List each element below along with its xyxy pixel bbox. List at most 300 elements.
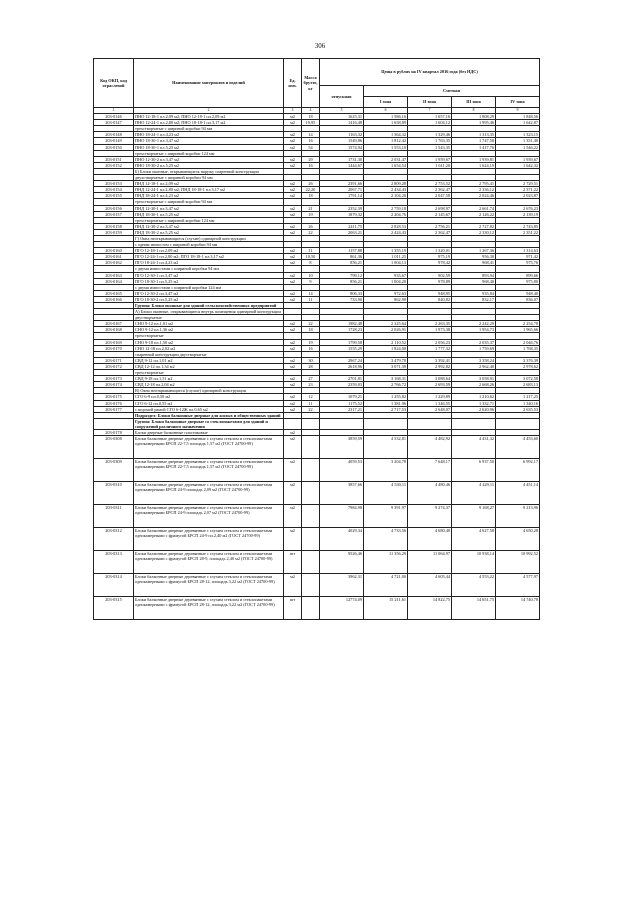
row-price: 2359,03 <box>320 382 364 388</box>
row-price: 1 939,67 <box>496 156 540 162</box>
row-price: 9 213,96 <box>496 505 540 528</box>
col-num: 2 <box>134 108 284 114</box>
row-name: ПГО 12-18-1 пл.2,09 м2 <box>134 248 284 254</box>
row-code: 203-0157 <box>94 211 134 217</box>
row-price: 4 627,58 <box>452 528 496 551</box>
row-price: 2618,96 <box>320 363 364 369</box>
row-price: 1799,58 <box>320 339 364 345</box>
row-name: СНО 9-12 пл.1,01 м2 <box>134 321 284 327</box>
row-mass <box>302 436 320 459</box>
row-code: 203-0169 <box>94 339 134 345</box>
row-price: 14 651,75 <box>452 597 496 620</box>
row-price: 975,76 <box>496 260 540 266</box>
row-price: 1 340,16 <box>496 400 540 406</box>
row-mass: 26 <box>302 223 320 229</box>
row-price: 1079,21 <box>320 394 364 400</box>
row-price: 3857,66 <box>320 482 364 505</box>
row-name: ПГО 18-24-1 пл.4,23 м2 <box>134 260 284 266</box>
col-num: 3 <box>284 108 302 114</box>
row-price: 1731,30 <box>320 156 364 162</box>
row-code: 203-0164 <box>94 278 134 284</box>
table-row <box>94 574 540 597</box>
row-code: 203-0154 <box>94 187 134 193</box>
row-price: 1 011,25 <box>364 254 408 260</box>
row-price: 1157,88 <box>320 248 364 254</box>
page-number: 306 <box>314 42 326 50</box>
row-name: Блоки балконные дверные деревянные с глухим стеклом и стеклопакетами однокамерными БРСП 24-9 площадь 2,07 м2 (ГОСТ 24700-99) <box>134 505 284 528</box>
col-num: 7 <box>408 108 452 114</box>
row-unit: м2 <box>284 272 302 278</box>
subsection-label: двустворчатые <box>134 315 284 321</box>
row-price: 971,42 <box>496 254 540 260</box>
row-price: 2352,39 <box>320 205 364 211</box>
row-name: ПНО 18-30-1 пл.5,25 м2 <box>134 144 284 150</box>
header-prev: отпускная <box>320 86 364 108</box>
section-heading: Группа: Блоки балконные дверные со стеклопакетами для зданий и сооружений различного назначения <box>134 418 284 429</box>
row-price: 2 242,29 <box>452 321 496 327</box>
row-price: 2 756,21 <box>408 223 452 229</box>
row-price: 2 126,22 <box>452 211 496 217</box>
row-price: 2 371,22 <box>496 187 540 193</box>
row-name: ПГО 18-30-2 пл.5,25 м2 <box>134 296 284 302</box>
row-name: ПНД 12-18-1 пл.2,09 м2 <box>134 181 284 187</box>
table-row <box>94 436 540 459</box>
row-price: 935,84 <box>452 290 496 296</box>
row-price: 1175,52 <box>320 400 364 406</box>
row-price: 4 530,11 <box>364 482 408 505</box>
row-unit: м2 <box>284 114 302 120</box>
row-price: 1 657,16 <box>408 114 452 120</box>
row-unit: м2 <box>284 254 302 260</box>
row-unit: м2 <box>284 327 302 333</box>
row-unit: м2 <box>284 290 302 296</box>
row-mass: 26 <box>302 181 320 187</box>
row-mass: 22 <box>302 321 320 327</box>
row-name: ПНО 18-30-1 пл.3,47 м2 <box>134 138 284 144</box>
table-row <box>94 528 540 551</box>
row-price: 832,17 <box>452 296 496 302</box>
row-price: 2 795,41 <box>452 181 496 187</box>
row-price: 1 323,15 <box>496 132 540 138</box>
row-code: 203-0313 <box>94 551 134 574</box>
row-price: 1 217,25 <box>496 394 540 400</box>
row-unit: м2 <box>284 482 302 505</box>
header-zone-3: III зона <box>452 97 496 108</box>
subsection-label: с двумя импостами с шириной коробки 124 мм <box>134 284 284 290</box>
row-name: Блоки дверные балконные пластиковые <box>134 429 284 435</box>
empty-cell <box>94 418 134 429</box>
row-code: 203-0148 <box>94 132 134 138</box>
row-unit: м2 <box>284 429 302 435</box>
row-price: 1555,29 <box>320 345 364 351</box>
row-name: Блоки балконные дверные деревянные с глухим стеклом и стеклопакетами однокамерными с фрамугой БРСП 28-9, площадь 2,40 м2 (ГОСТ 24700-99) <box>134 551 284 574</box>
subsection-label: трехстворчатые с шириной коробки 94 мм <box>134 199 284 205</box>
row-unit: м2 <box>284 505 302 528</box>
row-price: 4059,53 <box>320 459 364 482</box>
row-name: СГО 6-12 пл.0,55 м2 <box>134 400 284 406</box>
row-price: 7 648,17 <box>408 459 452 482</box>
row-price: 1 768,35 <box>496 345 540 351</box>
row-code: 203-0178 <box>94 429 134 435</box>
row-mass: 9 <box>302 278 320 284</box>
row-price: 1 355,19 <box>364 248 408 254</box>
row-unit: м2 <box>284 321 302 327</box>
row-price: 799,12 <box>320 272 364 278</box>
row-price: 1 255,82 <box>364 394 408 400</box>
section-heading: Подраздел: Блоки балконные дверные для жилых и общественных зданий <box>134 412 284 418</box>
header-prices: Цены в рублях на IV квартал 2016 года (без НДС) <box>320 59 540 86</box>
row-price: 9526,46 <box>320 551 364 574</box>
row-name: СВД 9-12 пл.1,01 м2 <box>134 357 284 363</box>
row-mass <box>302 597 320 620</box>
row-price: 1 965,66 <box>496 327 540 333</box>
row-price: 2 434,43 <box>364 187 408 193</box>
row-unit: м2 <box>284 459 302 482</box>
row-code: 203-0177 <box>94 406 134 412</box>
row-unit: м2 <box>284 156 302 162</box>
row-price: 1 995,46 <box>452 120 496 126</box>
row-name: СНО 12-18 пл.2,02 м2 <box>134 345 284 351</box>
row-price: 1 658,89 <box>364 120 408 126</box>
row-price: 2 139,19 <box>496 211 540 217</box>
row-mass: 54 <box>302 144 320 150</box>
row-unit: м2 <box>284 120 302 126</box>
row-unit: м2 <box>284 248 302 254</box>
row-price: 1 314,63 <box>496 248 540 254</box>
row-code: 203-0163 <box>94 272 134 278</box>
row-price: 9 391,97 <box>364 505 408 528</box>
row-price: 3859,59 <box>320 436 364 459</box>
row-code: 203-0311 <box>94 505 134 528</box>
row-name: СНО 9-12 пл.1,36 м2 <box>134 327 284 333</box>
row-name: ПНД 18-30-1 пл.5,25 м2 <box>134 211 284 217</box>
row-price: 2 753,52 <box>408 181 452 187</box>
col-num: 9 <box>496 108 540 114</box>
row-unit: м2 <box>284 162 302 168</box>
table-header <box>94 59 540 114</box>
row-price: 2 743,85 <box>496 223 540 229</box>
row-price: 2 978,62 <box>496 363 540 369</box>
row-unit: м2 <box>284 436 302 459</box>
row-unit: м2 <box>284 229 302 235</box>
row-price: 2 046,76 <box>496 339 540 345</box>
row-price: 2 204,76 <box>364 211 408 217</box>
row-price: 12774,09 <box>320 597 364 620</box>
row-unit: шт <box>284 597 302 620</box>
row-price: 2 263,35 <box>408 321 452 327</box>
row-mass: 19 <box>302 211 320 217</box>
row-price: 2 698,97 <box>408 205 452 211</box>
row-price: 1 546,22 <box>496 144 540 150</box>
row-price: 4 453,60 <box>496 436 540 459</box>
row-code: 203-0149 <box>94 138 134 144</box>
row-code: 203-0156 <box>94 205 134 211</box>
row-price: 10 992,52 <box>496 551 540 574</box>
row-price: 3 358,24 <box>452 357 496 363</box>
header-unit: Ед. изм. <box>284 59 302 108</box>
row-price: 1 004,13 <box>364 260 408 266</box>
row-price: 2 104,20 <box>364 193 408 199</box>
row-price: 978,89 <box>408 278 452 284</box>
subsection-label: трехстворчатые <box>134 333 284 339</box>
row-price: 3 392,41 <box>408 357 452 363</box>
row-price: 3 071,39 <box>364 363 408 369</box>
row-price: 902,59 <box>408 272 452 278</box>
row-price: 3 204,78 <box>364 459 408 482</box>
row-price: 968,40 <box>452 278 496 284</box>
row-code: 203-0150 <box>94 144 134 150</box>
row-mass: 22 <box>302 406 320 412</box>
row-price: 2 727,82 <box>452 223 496 229</box>
row-price: 2 729,51 <box>496 181 540 187</box>
row-mass: 22 <box>302 229 320 235</box>
empty-cell <box>496 418 540 429</box>
row-price: 1 973,38 <box>408 327 452 333</box>
row-price: 1 759,69 <box>452 345 496 351</box>
row-price: 1 604,12 <box>408 120 452 126</box>
row-name: ПНО 18-24-1 пл.4,23 м2 <box>134 132 284 138</box>
row-price: 2 962,40 <box>452 363 496 369</box>
row-name: Блоки балконные дверные деревянные с глухим стеклом и стеклопакетами однокамерными с фрамугой БРСП 24-9 пл.2,40 м2 (ГОСТ 24700-99) <box>134 528 284 551</box>
col-num: 4 <box>302 108 320 114</box>
row-mass: 18 <box>302 114 320 120</box>
table-row <box>94 597 540 620</box>
row-name: ПНД 12-24-1 пл.2,80 м2; ПНД 18-18-1 пл.3,17 м2 <box>134 187 284 193</box>
row-price: 4 429,11 <box>452 482 496 505</box>
header-zone-1: I зона <box>364 97 408 108</box>
row-code: 203-0162 <box>94 260 134 266</box>
row-price: 3 058,91 <box>452 376 496 382</box>
row-code: 203-0312 <box>94 528 134 551</box>
subsection-label: двухстворчатые с шириной коробки 94 мм <box>134 175 284 181</box>
row-code: 203-0315 <box>94 597 134 620</box>
row-price: 899,66 <box>496 272 540 278</box>
row-price: 4 482,92 <box>408 436 452 459</box>
row-price: 1 747,58 <box>452 138 496 144</box>
row-name: ПНД 12-30-1 пл.3,47 м2 <box>134 205 284 211</box>
row-price: 1 611,20 <box>408 162 452 168</box>
row-price: 861,36 <box>320 254 364 260</box>
subsection-label: А) Блоки оконные, открывающиеся внутрь помещения одинарной конструкции <box>134 309 284 315</box>
header-name: Наименование материалов и изделий <box>134 59 284 108</box>
row-price: 10 938,14 <box>452 551 496 574</box>
row-price: 2 828,53 <box>364 223 408 229</box>
row-code: 203-0175 <box>94 394 134 400</box>
row-price: 893,94 <box>452 272 496 278</box>
subsection-label: Б) Блоки оконные, открывающиеся наружу спаренной конструкции <box>134 168 284 174</box>
row-price: 978,42 <box>408 260 452 266</box>
row-price: 1 320,01 <box>408 248 452 254</box>
row-price: 1 586,16 <box>364 114 408 120</box>
row-price: 935,67 <box>364 272 408 278</box>
row-price: 1 004,20 <box>364 278 408 284</box>
empty-cell <box>408 418 452 429</box>
row-code: 203-0176 <box>94 400 134 406</box>
row-code: 203-0168 <box>94 327 134 333</box>
row-price: 2 026,91 <box>364 327 408 333</box>
row-price: 1 624,19 <box>452 162 496 168</box>
header-code: Код ОКП, код отраслевой <box>94 59 134 108</box>
row-code: 203-0147 <box>94 120 134 126</box>
row-price: 2 023,87 <box>496 193 540 199</box>
row-price: 2391,66 <box>320 181 364 187</box>
row-unit: шт <box>284 551 302 574</box>
row-price: 1 332,71 <box>452 400 496 406</box>
header-zone-2: II зона <box>408 97 452 108</box>
row-mass: 11 <box>302 296 320 302</box>
header-zone-4: IV зона <box>496 97 540 108</box>
row-price: 2 351,22 <box>496 229 540 235</box>
row-mass: 19,95 <box>302 120 320 126</box>
row-price: 2 336,12 <box>452 187 496 193</box>
row-unit: м2 <box>284 193 302 199</box>
header-mass: Масса брутто, кг <box>302 59 320 108</box>
row-price: 1 642,87 <box>496 120 540 126</box>
row-unit: м2 <box>284 394 302 400</box>
row-unit: м2 <box>284 345 302 351</box>
row-code: 203-0310 <box>94 482 134 505</box>
row-price: 9 168,27 <box>452 505 496 528</box>
header-estimate: Сметная <box>364 86 540 97</box>
row-price: 862,90 <box>364 296 408 302</box>
subsection-label: с двумя импостами с шириной коробки 94 мм <box>134 266 284 272</box>
row-unit: м2 <box>284 138 302 144</box>
row-price: 4 721,00 <box>364 574 408 597</box>
row-price: 1 364,32 <box>364 132 408 138</box>
empty-cell <box>320 418 364 429</box>
row-price: 1625,31 <box>320 114 364 120</box>
row-unit: м2 <box>284 400 302 406</box>
row-price: 1 346,55 <box>408 400 452 406</box>
row-mass: 28 <box>302 363 320 369</box>
row-price: 1 351,40 <box>496 138 540 144</box>
row-mass: 11 <box>302 248 320 254</box>
row-price: 4 451,14 <box>496 482 540 505</box>
row-name: с ведомой рамой СГО 6-12Ж пл.0,65 м2 <box>134 406 284 412</box>
row-price: 2063,21 <box>320 229 364 235</box>
row-price: 2701,81 <box>320 376 364 382</box>
row-price: 2 056,23 <box>408 339 452 345</box>
row-unit: м2 <box>284 406 302 412</box>
row-name: ПНО 18-30-2 пл.5,25 м2 <box>134 162 284 168</box>
row-mass <box>302 574 320 597</box>
row-price: 2 676,23 <box>496 205 540 211</box>
row-price: 1 959,67 <box>408 156 452 162</box>
col-num: 5 <box>320 108 364 114</box>
row-unit: м2 <box>284 187 302 193</box>
row-price: 856,21 <box>320 278 364 284</box>
row-price: 2 635,53 <box>496 406 540 412</box>
row-price: 1 229,89 <box>408 394 452 400</box>
table-body <box>94 114 540 620</box>
row-price: 2 330,12 <box>452 229 496 235</box>
row-price: 1 543,35 <box>408 144 452 150</box>
row-price: 836,07 <box>496 296 540 302</box>
row-price: 2 661,74 <box>452 205 496 211</box>
subsection-label: В) Окна неоткрывающиеся (глухие) одинарной конструкции <box>134 388 284 394</box>
row-price: 1 642,32 <box>496 162 540 168</box>
row-price: 3 376,39 <box>496 357 540 363</box>
row-price: 2 424,43 <box>364 229 408 235</box>
row-price: 948,40 <box>496 290 540 296</box>
row-price: 2411,75 <box>320 223 364 229</box>
row-mass: 14 <box>302 290 320 296</box>
row-name: ПНД 18-30-2 пл.5,25 м2 <box>134 229 284 235</box>
row-price: 2 683,13 <box>496 382 540 388</box>
row-mass: 10,50 <box>302 254 320 260</box>
row-price: 1549,86 <box>320 138 364 144</box>
row-unit: м2 <box>284 278 302 284</box>
row-price: 4 680,40 <box>408 528 452 551</box>
row-price: 1444,67 <box>320 162 364 168</box>
row-price: 1879,32 <box>320 211 364 217</box>
row-price: 1 329,46 <box>408 132 452 138</box>
row-name: ПНО 12-24-1 пл.2,80 м2; ПНО 18-18-1 пл.3,17 м2 <box>134 120 284 126</box>
row-price: 2 620,96 <box>452 406 496 412</box>
row-name: Блоки балконные дверные деревянные с глухим стеклом и стеклопакетами однокамерными БРСП 22-7,5 площадь 1,57 м2 (ГОСТ 24700-99) <box>134 436 284 459</box>
row-mass: 11 <box>302 400 320 406</box>
row-mass: 18 <box>302 193 320 199</box>
row-mass: 23 <box>302 382 320 388</box>
row-mass: 30 <box>302 357 320 363</box>
row-price: 11 356,29 <box>364 551 408 574</box>
row-name: СНО 9-18 пл.1,50 м2 <box>134 339 284 345</box>
row-price: 3 479,70 <box>364 357 408 363</box>
row-price: 1416,48 <box>320 120 364 126</box>
row-unit: м2 <box>284 382 302 388</box>
row-price: 2 992,82 <box>408 363 452 369</box>
row-code: 203-0153 <box>94 181 134 187</box>
row-mass <box>302 459 320 482</box>
row-unit: м2 <box>284 296 302 302</box>
table-row <box>94 505 540 528</box>
row-price: 2 648,07 <box>408 406 452 412</box>
row-price: 9 274,37 <box>408 505 452 528</box>
row-price: 1 210,62 <box>452 394 496 400</box>
row-unit: м2 <box>284 132 302 138</box>
row-price: 975,80 <box>496 278 540 284</box>
row-unit: м2 <box>284 339 302 345</box>
row-price: 1 848,56 <box>496 114 540 120</box>
row-code: 203-0171 <box>94 357 134 363</box>
subsection-label: трехстворчатые с шириной коробки 124 мм <box>134 150 284 156</box>
row-price: 840,82 <box>408 296 452 302</box>
row-name: СВД 12-18 пл.2,04 м2 <box>134 382 284 388</box>
row-price: 1 824,00 <box>364 345 408 351</box>
row-code: 203-0172 <box>94 363 134 369</box>
row-price: 4 553,22 <box>452 574 496 597</box>
row-name: Блоки балконные дверные деревянные с глухим стеклом и стеклопакетами однокамерными с фрамугой БРСП 28-12, площадь 3,22 м2 (ГОСТ 24700-99) <box>134 574 284 597</box>
row-price: 2 035,37 <box>452 339 496 345</box>
row-mass <box>302 528 320 551</box>
row-price: 4 605,44 <box>408 574 452 597</box>
empty-cell <box>452 418 496 429</box>
row-price: 4 532,81 <box>364 436 408 459</box>
row-unit: м2 <box>284 376 302 382</box>
row-price: 4 431,32 <box>452 436 496 459</box>
row-price: 4 480,46 <box>408 482 452 505</box>
table-row <box>94 551 540 574</box>
subsection-label: с одним импостом с шириной коробки 94 мм <box>134 242 284 248</box>
row-unit: м2 <box>284 357 302 363</box>
row-price: 2 110,52 <box>364 339 408 345</box>
row-price: 15 211,61 <box>364 597 408 620</box>
row-name: ПГО 12-30-1 пл.3,47 м2 <box>134 272 284 278</box>
row-name: СВД 9-18 пл.1,51 м2 <box>134 376 284 382</box>
row-mass: 29 <box>302 156 320 162</box>
row-mass: 16 <box>302 138 320 144</box>
row-unit: м2 <box>284 574 302 597</box>
